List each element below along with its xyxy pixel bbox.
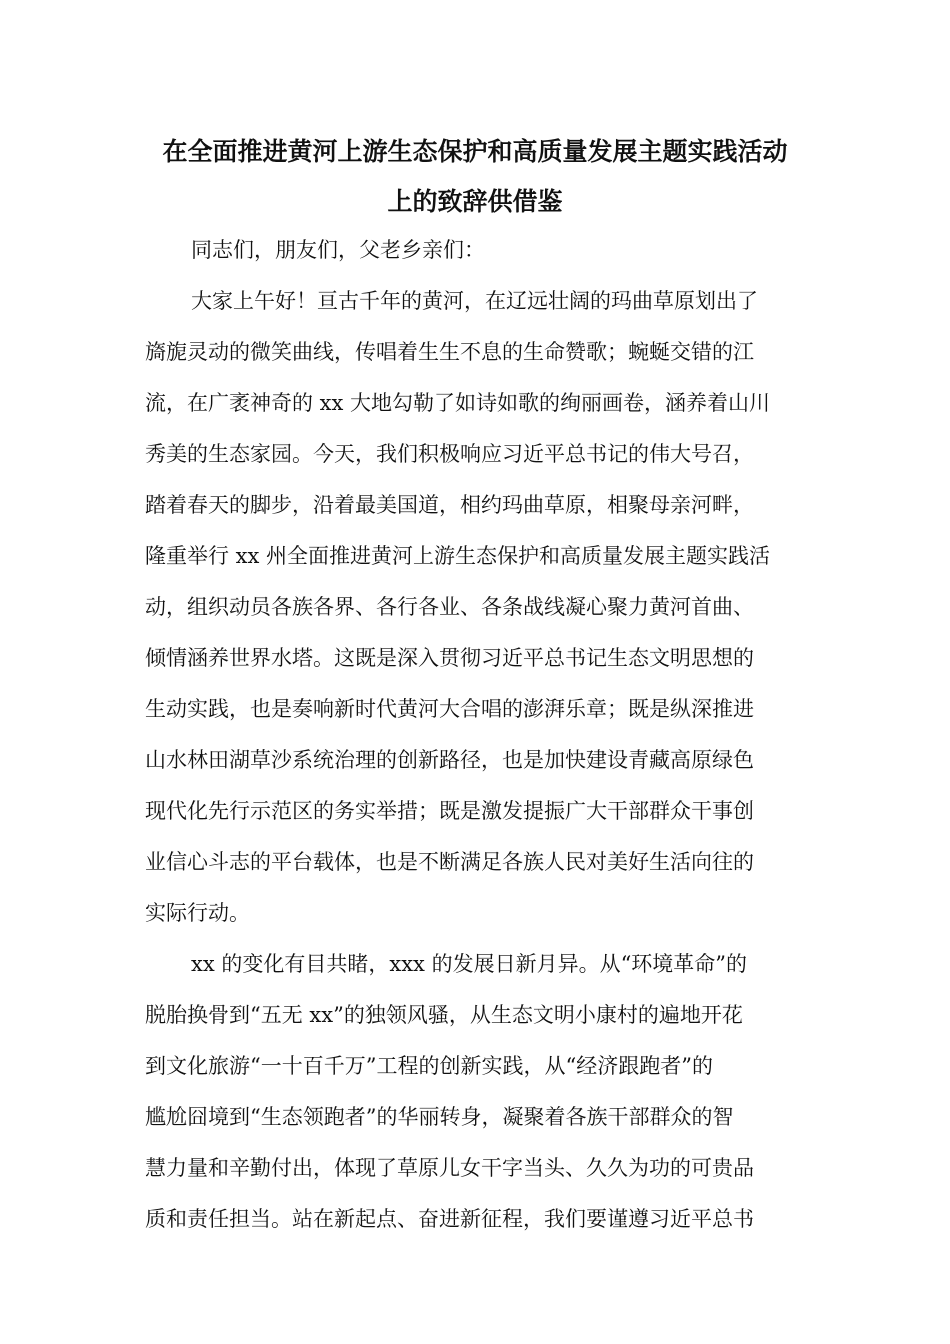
salutation-text: 同志们，朋友们，父老乡亲们：	[191, 238, 485, 262]
text-line: 脱胎换骨到“五无 xx”的独领风骚，从生态文明小康村的遍地开花	[145, 1003, 743, 1027]
text-line: 踏着春天的脚步，沿着最美国道，相约玛曲草原，相聚母亲河畔，	[145, 493, 754, 517]
text-line: 现代化先行示范区的务实举措；既是激发提振广大干部群众干事创	[145, 799, 754, 823]
text-line: 秀美的生态家园。今天，我们积极响应习近平总书记的伟大号召，	[145, 442, 754, 466]
document-title-line-2: 上的致辞供借鉴	[387, 187, 563, 216]
text-line: 质和责任担当。站在新起点、奋进新征程，我们要谨遵习近平总书	[145, 1207, 754, 1231]
text-line: 生动实践，也是奏响新时代黄河大合唱的澎湃乐章；既是纵深推进	[145, 697, 754, 721]
paragraph-2	[145, 939, 805, 1245]
text-line: 倾情涵养世界水塔。这既是深入贯彻习近平总书记生态文明思想的	[145, 646, 754, 670]
text-line: 大家上午好！亘古千年的黄河，在辽远壮阔的玛曲草原划出了	[191, 289, 758, 313]
text-line: xx 的变化有目共睹，xxx 的发展日新月异。从“环境革命”的	[191, 952, 748, 976]
text-line: 隆重举行 xx 州全面推进黄河上游生态保护和高质量发展主题实践活	[145, 544, 771, 568]
text-line: 实际行动。	[145, 901, 250, 925]
text-line: 山水林田湖草沙系统治理的创新路径，也是加快建设青藏高原绿色	[145, 748, 754, 772]
text-line: 动，组织动员各族各界、各行各业、各条战线凝心聚力黄河首曲、	[145, 595, 754, 619]
text-line: 到文化旅游“一十百千万”工程的创新实践，从“经济跟跑者”的	[145, 1054, 713, 1078]
text-line: 慧力量和辛勤付出，体现了草原儿女干字当头、久久为功的可贵品	[145, 1156, 754, 1180]
document-title-line-1: 在全面推进黄河上游生态保护和高质量发展主题实践活动	[162, 137, 788, 166]
text-line: 流，在广袤神奇的 xx 大地勾勒了如诗如歌的绚丽画卷，涵养着山川	[145, 391, 771, 415]
salutation	[145, 225, 805, 276]
text-line: 尴尬囧境到“生态领跑者”的华丽转身，凝聚着各族干部群众的智	[145, 1105, 734, 1129]
text-line: 旖旎灵动的微笑曲线，传唱着生生不息的生命赞歌；蜿蜒交错的江	[145, 340, 754, 364]
text-line: 业信心斗志的平台载体，也是不断满足各族人民对美好生活向往的	[145, 850, 754, 874]
paragraph-1	[145, 276, 805, 939]
